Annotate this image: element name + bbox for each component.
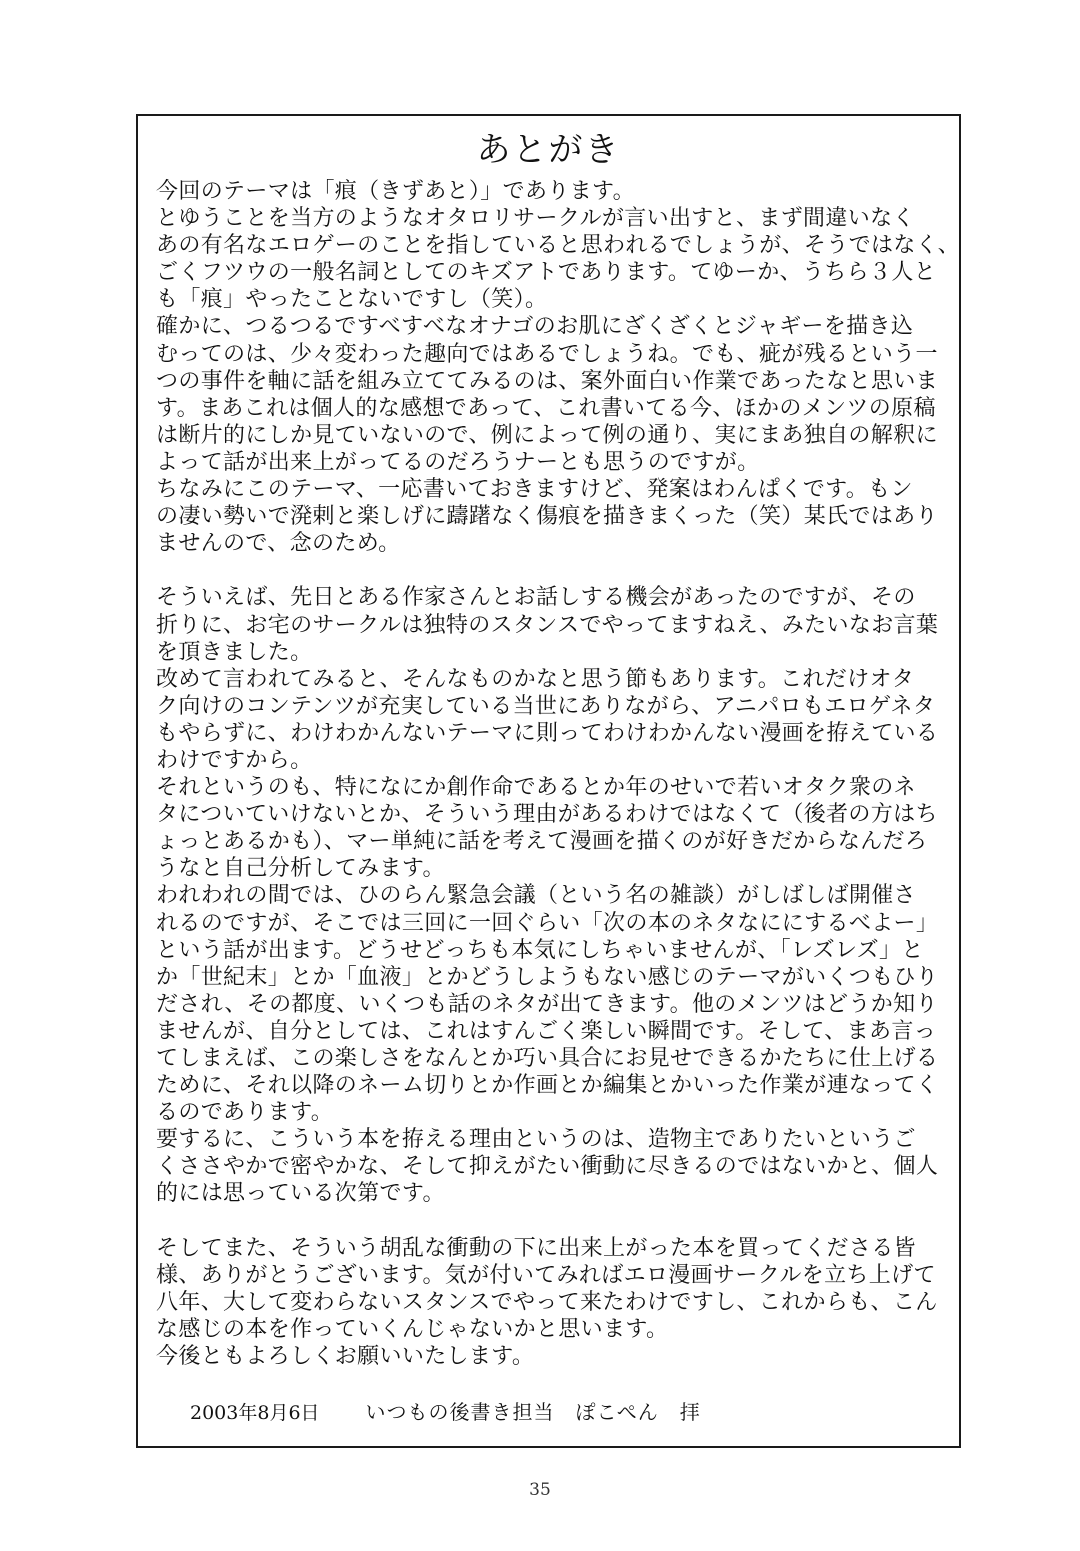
text-line: るのであります。	[156, 1100, 334, 1126]
text-line: そしてまた、そういう胡乱な衝動の下に出来上がった本を買ってくださる皆	[156, 1235, 916, 1261]
text-line: ませんが、自分としては、これはすんごく楽しい瞬間です。そして、まあ言っ	[156, 1018, 937, 1044]
text-line: それというのも、特になにか創作命であるとか年のせいで若いオタク衆のネ	[156, 775, 916, 801]
page-number: 35	[529, 1480, 551, 1500]
text-line: の凄い勢いで溌剌と楽しげに躊躇なく傷痕を描きまくった（笑）某氏ではあり	[156, 504, 938, 530]
text-line: あの有名なエロゲーのことを指していると思われるでしょうが、そうではなく、	[156, 233, 960, 259]
text-line: うなと自己分析してみます。	[156, 856, 445, 882]
text-line: ために、それ以降のネーム切りとか作画とか編集とかいった作業が連なってく	[156, 1073, 939, 1099]
text-line: タについていけないとか、そういう理由があるわけではなくて（後者の方はち	[156, 802, 938, 828]
text-line: 要するに、こういう本を拵える理由というのは、造物主でありたいというご	[156, 1127, 916, 1153]
afterword-frame	[136, 114, 961, 1448]
signature-date: 2003年8月6日	[190, 1402, 320, 1424]
text-line: われわれの間では、ひのらん緊急会議（という名の雑談）がしばしば開催さ	[156, 883, 916, 909]
afterword-body	[156, 178, 960, 1370]
text-line: 今回のテーマは「痕（きずあと）」であります。	[156, 179, 635, 204]
text-line: という話が出ます。どうせどっちも本気にしちゃいませんが、「レズレズ」と	[156, 937, 924, 963]
text-line: ませんので、念のため。	[156, 531, 401, 557]
text-line: 改めて言われてみると、そんなものかなと思う節もあります。これだけオタ	[156, 666, 915, 692]
text-line: むってのは、少々変わった趣向ではあるでしょうね。でも、疵が残るという一	[156, 341, 938, 367]
text-line: を頂きました。	[156, 639, 313, 665]
text-line: わけですから。	[156, 747, 313, 773]
text-line: な感じの本を作っていくんじゃないかと思います。	[156, 1316, 669, 1342]
text-line: 様、ありがとうございます。気が付いてみればエロ漫画サークルを立ち上げて	[156, 1262, 936, 1288]
text-line: そういえば、先日とある作家さんとお話しする機会があったのですが、その	[156, 585, 916, 611]
text-line: 今後ともよろしくお願いいたします。	[156, 1344, 535, 1370]
text-line: ク向けのコンテンツが充実している当世にありながら、アニパロもエロゲネタ	[156, 693, 936, 719]
text-line: ごくフツウの一般名詞としてのキズアトであります。てゆーか、うちら３人と	[156, 260, 937, 286]
text-line: だされ、その都度、いくつも話のネタが出てきます。他のメンツはどうか知り	[156, 991, 938, 1017]
text-line: くささやかで密やかな、そして抑えがたい衝動に尽きるのではないかと、個人	[156, 1154, 939, 1180]
text-line: てしまえば、この楽しさをなんとか巧い具合にお見せできるかたちに仕上げる	[156, 1046, 939, 1071]
text-line: ちなみにこのテーマ、一応書いておきますけど、発案はわんぱくです。もン	[156, 477, 913, 503]
text-line: 確かに、つるつるですべすべなオナゴのお肌にざくざくとジャギーを描き込	[156, 314, 914, 340]
text-line: す。まあこれは個人的な感想であって、これ書いてる今、ほかのメンツの原稿	[156, 395, 936, 421]
text-line: とゆうことを当方のようなオタロリサークルが言い出すと、まず間違いなく	[156, 206, 915, 232]
text-line: 八年、大して変わらないスタンスでやって来たわけですし、これからも、こん	[156, 1289, 938, 1315]
text-line: よって話が出来上がってるのだろうナーとも思うのですが。	[156, 449, 760, 475]
page-title: あとがき	[476, 130, 621, 170]
text-line: つの事件を軸に話を組み立ててみるのは、案外面白い作業であったなと思いま	[156, 368, 939, 394]
paragraph-gap	[156, 557, 946, 584]
text-line: か「世紀末」とか「血液」とかどうしようもない感じのテーマがいくつもひり	[156, 964, 939, 990]
text-line: ょっとあるかも）、マー単純に話を考えて漫画を描くのが好きだからなんだろ	[156, 829, 928, 855]
signature	[190, 1399, 701, 1426]
text-line: 的には思っている次第です。	[156, 1181, 445, 1207]
paragraph-gap	[156, 1208, 946, 1235]
signature-author: いつもの後書き担当 ぽこぺん 拝	[365, 1400, 701, 1424]
text-line: 折りに、お宅のサークルは独特のスタンスでやってますねえ、みたいなお言葉	[156, 612, 939, 638]
text-line: れるのですが、そこでは三回に一回ぐらい「次の本のネタなににするべよー」	[156, 910, 939, 936]
text-line: も「痕」やったことないですし（笑）。	[156, 287, 548, 313]
text-line: もやらずに、わけわかんないテーマに則ってわけわかんない漫画を拵えている	[156, 720, 939, 746]
text-line: は断片的にしか見ていないので、例によって例の通り、実にまあ独自の解釈に	[156, 422, 938, 448]
